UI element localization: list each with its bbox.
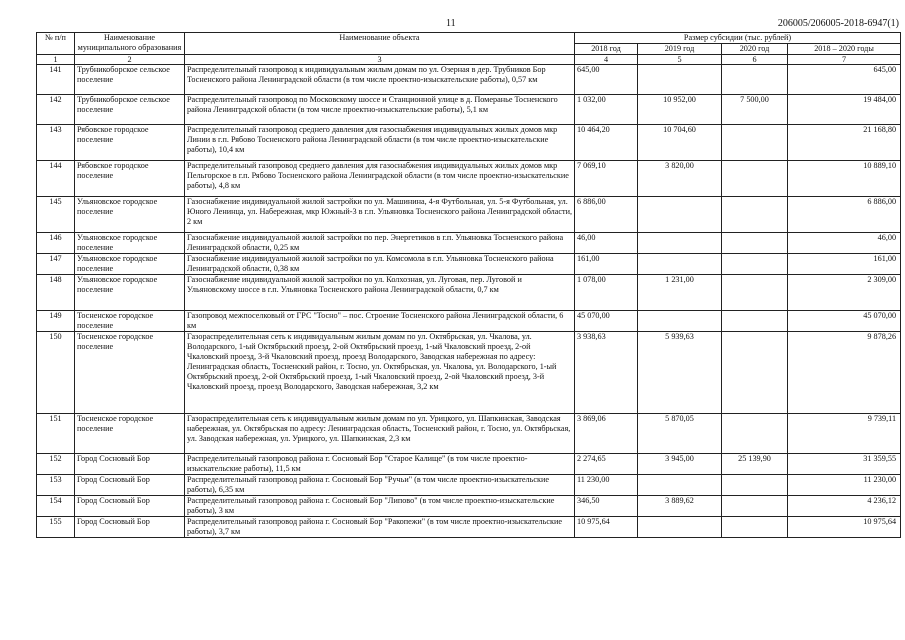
municipality-cell: Ульяновское городское поселение: [75, 275, 185, 311]
amount-2019-cell: 10 952,00: [638, 95, 722, 125]
table-row: [37, 233, 901, 254]
amount-2019-cell: 3 820,00: [638, 161, 722, 197]
row-number-cell: 145: [37, 197, 75, 233]
municipality-cell: Рябовское городское поселение: [75, 161, 185, 197]
index-cell: 5: [638, 55, 722, 65]
amount-total-cell: 11 230,00: [788, 475, 901, 496]
col-header-2018: 2018 год: [575, 44, 638, 55]
amount-2018-cell: 3 869,06: [575, 414, 638, 454]
amount-2019-cell: 3 889,62: [638, 496, 722, 517]
table-row: [37, 125, 901, 161]
municipality-cell: Тосненское городское поселение: [75, 311, 185, 332]
col-header-total: 2018 – 2020 годы: [788, 44, 901, 55]
table-row: [37, 254, 901, 275]
amount-total-cell: 9 878,26: [788, 332, 901, 414]
amount-2020-cell: 7 500,00: [722, 95, 788, 125]
table-row: [37, 454, 901, 475]
index-cell: 2: [75, 55, 185, 65]
index-cell: 1: [37, 55, 75, 65]
object-name-cell: Газораспределительная сеть к индивидуальным жилым домам по ул. Урицкого, ул. Шапкинская, Заводская набережная, ул. Октябрьская по адресу: Ленинградская область, Тосненский район, г. Тосно, ул. Октябрьская, ул. Заводская набережная, ул. Урицкого, ул. Шапкинская, 2,3 км: [185, 414, 575, 454]
amount-total-cell: 9 739,11: [788, 414, 901, 454]
table-row: [37, 496, 901, 517]
amount-2020-cell: [722, 65, 788, 95]
amount-2020-cell: [722, 414, 788, 454]
amount-2019-cell: [638, 197, 722, 233]
table-row: [37, 161, 901, 197]
row-number-cell: 154: [37, 496, 75, 517]
object-name-cell: Газоснабжение индивидуальной жилой застройки по пер. Энергетиков в г.п. Ульяновка Тосненского района Ленинградской области, 0,25 км: [185, 233, 575, 254]
row-number-cell: 152: [37, 454, 75, 475]
index-cell: 4: [575, 55, 638, 65]
amount-total-cell: 19 484,00: [788, 95, 901, 125]
document-id: 206005/206005-2018-6947(1): [777, 18, 899, 29]
amount-2019-cell: 10 704,60: [638, 125, 722, 161]
amount-2019-cell: 5 939,63: [638, 332, 722, 414]
amount-2019-cell: [638, 517, 722, 538]
municipality-cell: Город Сосновый Бор: [75, 496, 185, 517]
row-number-cell: 147: [37, 254, 75, 275]
amount-2020-cell: [722, 311, 788, 332]
amount-2020-cell: [722, 161, 788, 197]
amount-2019-cell: 3 945,00: [638, 454, 722, 475]
amount-2019-cell: [638, 254, 722, 275]
row-number-cell: 150: [37, 332, 75, 414]
object-name-cell: Распределительный газопровод по Московскому шоссе и Станционной улице в д. Померанье Тосненского района Ленинградской области (в том числе проектно-изыскательские работы), 5,1 км: [185, 95, 575, 125]
table-row: [37, 475, 901, 496]
amount-2020-cell: [722, 233, 788, 254]
object-name-cell: Распределительный газопровод района г. Сосновый Бор "Липово" (в том числе проектно-изыскательские работы), 3 км: [185, 496, 575, 517]
municipality-cell: Тосненское городское поселение: [75, 414, 185, 454]
amount-2018-cell: 11 230,00: [575, 475, 638, 496]
row-number-cell: 146: [37, 233, 75, 254]
subsidy-table: [36, 32, 901, 538]
object-name-cell: Газопровод межпоселковый от ГРС "Тосно" – пос. Строение Тосненского района Ленинградской области, 6 км: [185, 311, 575, 332]
amount-2018-cell: 1 032,00: [575, 95, 638, 125]
index-cell: 6: [722, 55, 788, 65]
row-number-cell: 148: [37, 275, 75, 311]
amount-2020-cell: [722, 197, 788, 233]
table-row: [37, 65, 901, 95]
municipality-cell: Ульяновское городское поселение: [75, 197, 185, 233]
amount-2018-cell: 161,00: [575, 254, 638, 275]
col-header-2019: 2019 год: [638, 44, 722, 55]
amount-2019-cell: [638, 311, 722, 332]
municipality-cell: Трубникоборское сельское поселение: [75, 65, 185, 95]
amount-2018-cell: 1 078,00: [575, 275, 638, 311]
row-number-cell: 149: [37, 311, 75, 332]
amount-2020-cell: [722, 275, 788, 311]
amount-2019-cell: [638, 65, 722, 95]
amount-2018-cell: 3 938,63: [575, 332, 638, 414]
row-number-cell: 155: [37, 517, 75, 538]
col-header-object: Наименование объекта: [185, 33, 575, 55]
table-row: [37, 414, 901, 454]
index-cell: 7: [788, 55, 901, 65]
municipality-cell: Ульяновское городское поселение: [75, 254, 185, 275]
municipality-cell: Рябовское городское поселение: [75, 125, 185, 161]
amount-total-cell: 161,00: [788, 254, 901, 275]
object-name-cell: Газоснабжение индивидуальной жилой застройки по ул. Колхозная, ул. Луговая, пер. Луговой и Ульяновскому шоссе в г.п. Ульяновка Тосненского района Ленинградской области, 0,7 км: [185, 275, 575, 311]
object-name-cell: Распределительный газопровод района г. Сосновый Бор "Ручьи" (в том числе проектно-изыскательские работы), 6,35 км: [185, 475, 575, 496]
amount-2019-cell: [638, 233, 722, 254]
amount-2020-cell: [722, 254, 788, 275]
header-row: [37, 33, 901, 44]
row-number-cell: 141: [37, 65, 75, 95]
row-number-cell: 151: [37, 414, 75, 454]
municipality-cell: Город Сосновый Бор: [75, 517, 185, 538]
amount-2018-cell: 10 975,64: [575, 517, 638, 538]
amount-total-cell: 21 168,80: [788, 125, 901, 161]
row-number-cell: 142: [37, 95, 75, 125]
amount-total-cell: 10 889,10: [788, 161, 901, 197]
col-header-2020: 2020 год: [722, 44, 788, 55]
amount-total-cell: 10 975,64: [788, 517, 901, 538]
page-number: 11: [446, 18, 456, 29]
row-number-cell: 144: [37, 161, 75, 197]
municipality-cell: Город Сосновый Бор: [75, 475, 185, 496]
object-name-cell: Распределительный газопровод района г. Сосновый Бор "Старое Калище" (в том числе проектно-изыскательские работы), 11,5 км: [185, 454, 575, 475]
table-row: [37, 332, 901, 414]
amount-total-cell: 31 359,55: [788, 454, 901, 475]
amount-2019-cell: 1 231,00: [638, 275, 722, 311]
index-row: [37, 55, 901, 65]
amount-2018-cell: 6 886,00: [575, 197, 638, 233]
amount-2020-cell: [722, 332, 788, 414]
amount-2020-cell: [722, 475, 788, 496]
municipality-cell: Тосненское городское поселение: [75, 332, 185, 414]
municipality-cell: Ульяновское городское поселение: [75, 233, 185, 254]
amount-2018-cell: 346,50: [575, 496, 638, 517]
amount-2018-cell: 10 464,20: [575, 125, 638, 161]
object-name-cell: Газоснабжение индивидуальной жилой застройки по ул. Комсомола в г.п. Ульяновка Тосненского района Ленинградской области, 0,38 км: [185, 254, 575, 275]
amount-2019-cell: [638, 475, 722, 496]
object-name-cell: Распределительный газопровод среднего давления для газоснабжения индивидуальных жилых домов мкр Линии в г.п. Рябово Тосненского района Ленинградской области (в том числе проектно-изыскательские работы), 10,4 км: [185, 125, 575, 161]
amount-2018-cell: 46,00: [575, 233, 638, 254]
amount-total-cell: 2 309,00: [788, 275, 901, 311]
table-row: [37, 95, 901, 125]
amount-2018-cell: 45 070,00: [575, 311, 638, 332]
row-number-cell: 153: [37, 475, 75, 496]
table-row: [37, 517, 901, 538]
table-row: [37, 275, 901, 311]
amount-2018-cell: 2 274,65: [575, 454, 638, 475]
amount-total-cell: 6 886,00: [788, 197, 901, 233]
table-row: [37, 311, 901, 332]
object-name-cell: Газораспределительная сеть к индивидуальным жилым домам по ул. Октябрьская, ул. Чкалова, ул. Володарского, 1-ый Октябрьский проезд, 2-ой Октябрьский проезд, 1-ый Чкаловский проезд, 2-ой Чкаловский проезд, 3-й Чкаловский проезд, проезд Володарского, Заводская набережная по адресу: Ленинградская область, Тосненский район, г. Тосно, ул. Октябрьская, ул. Чкалова, ул. Володарского, 1-ый Октябрьский проезд, 2-ой Октябрьский проезд, 1-ый Чкаловский проезд, 2-ой Чкаловский проезд, 3-й Чкаловский проезд, проезд Володарского, Заводская набережная, 3,2 км: [185, 332, 575, 414]
amount-2019-cell: 5 870,05: [638, 414, 722, 454]
amount-2020-cell: [722, 517, 788, 538]
row-number-cell: 143: [37, 125, 75, 161]
amount-2020-cell: 25 139,90: [722, 454, 788, 475]
municipality-cell: Город Сосновый Бор: [75, 454, 185, 475]
col-header-municipality: Наименование муниципального образования: [75, 33, 185, 55]
object-name-cell: Газоснабжение индивидуальной жилой застройки по ул. Машинина, 4-я Футбольная, ул. 5-я Футбольная, ул. Юного Ленинца, ул. Набережная, мкр Южный-3 в г.п. Ульяновка Тосненского района Ленинградской области, 2 км: [185, 197, 575, 233]
object-name-cell: Распределительный газопровод среднего давления для газоснабжения индивидуальных жилых домов мкр Пельгорское в г.п. Рябово Тосненского района Ленинградской области (в том числе проектно-изыскательские работы), 4,8 км: [185, 161, 575, 197]
amount-2018-cell: 7 069,10: [575, 161, 638, 197]
table-row: [37, 197, 901, 233]
amount-total-cell: 46,00: [788, 233, 901, 254]
amount-total-cell: 45 070,00: [788, 311, 901, 332]
object-name-cell: Распределительный газопровод к индивидуальным жилым домам по ул. Озерная в дер. Трубников Бор Тосненского района Ленинградской области (в том числе проектно-изыскательские работы), 0,57 км: [185, 65, 575, 95]
municipality-cell: Трубникоборское сельское поселение: [75, 95, 185, 125]
amount-total-cell: 645,00: [788, 65, 901, 95]
amount-2020-cell: [722, 125, 788, 161]
amount-2020-cell: [722, 496, 788, 517]
col-header-num: № п/п: [37, 33, 75, 55]
object-name-cell: Распределительный газопровод района г. Сосновый Бор "Ракопежи" (в том числе проектно-изыскательские работы), 3,7 км: [185, 517, 575, 538]
index-cell: 3: [185, 55, 575, 65]
amount-2018-cell: 645,00: [575, 65, 638, 95]
col-header-subsidy-group: Размер субсидии (тыс. рублей): [575, 33, 901, 44]
amount-total-cell: 4 236,12: [788, 496, 901, 517]
